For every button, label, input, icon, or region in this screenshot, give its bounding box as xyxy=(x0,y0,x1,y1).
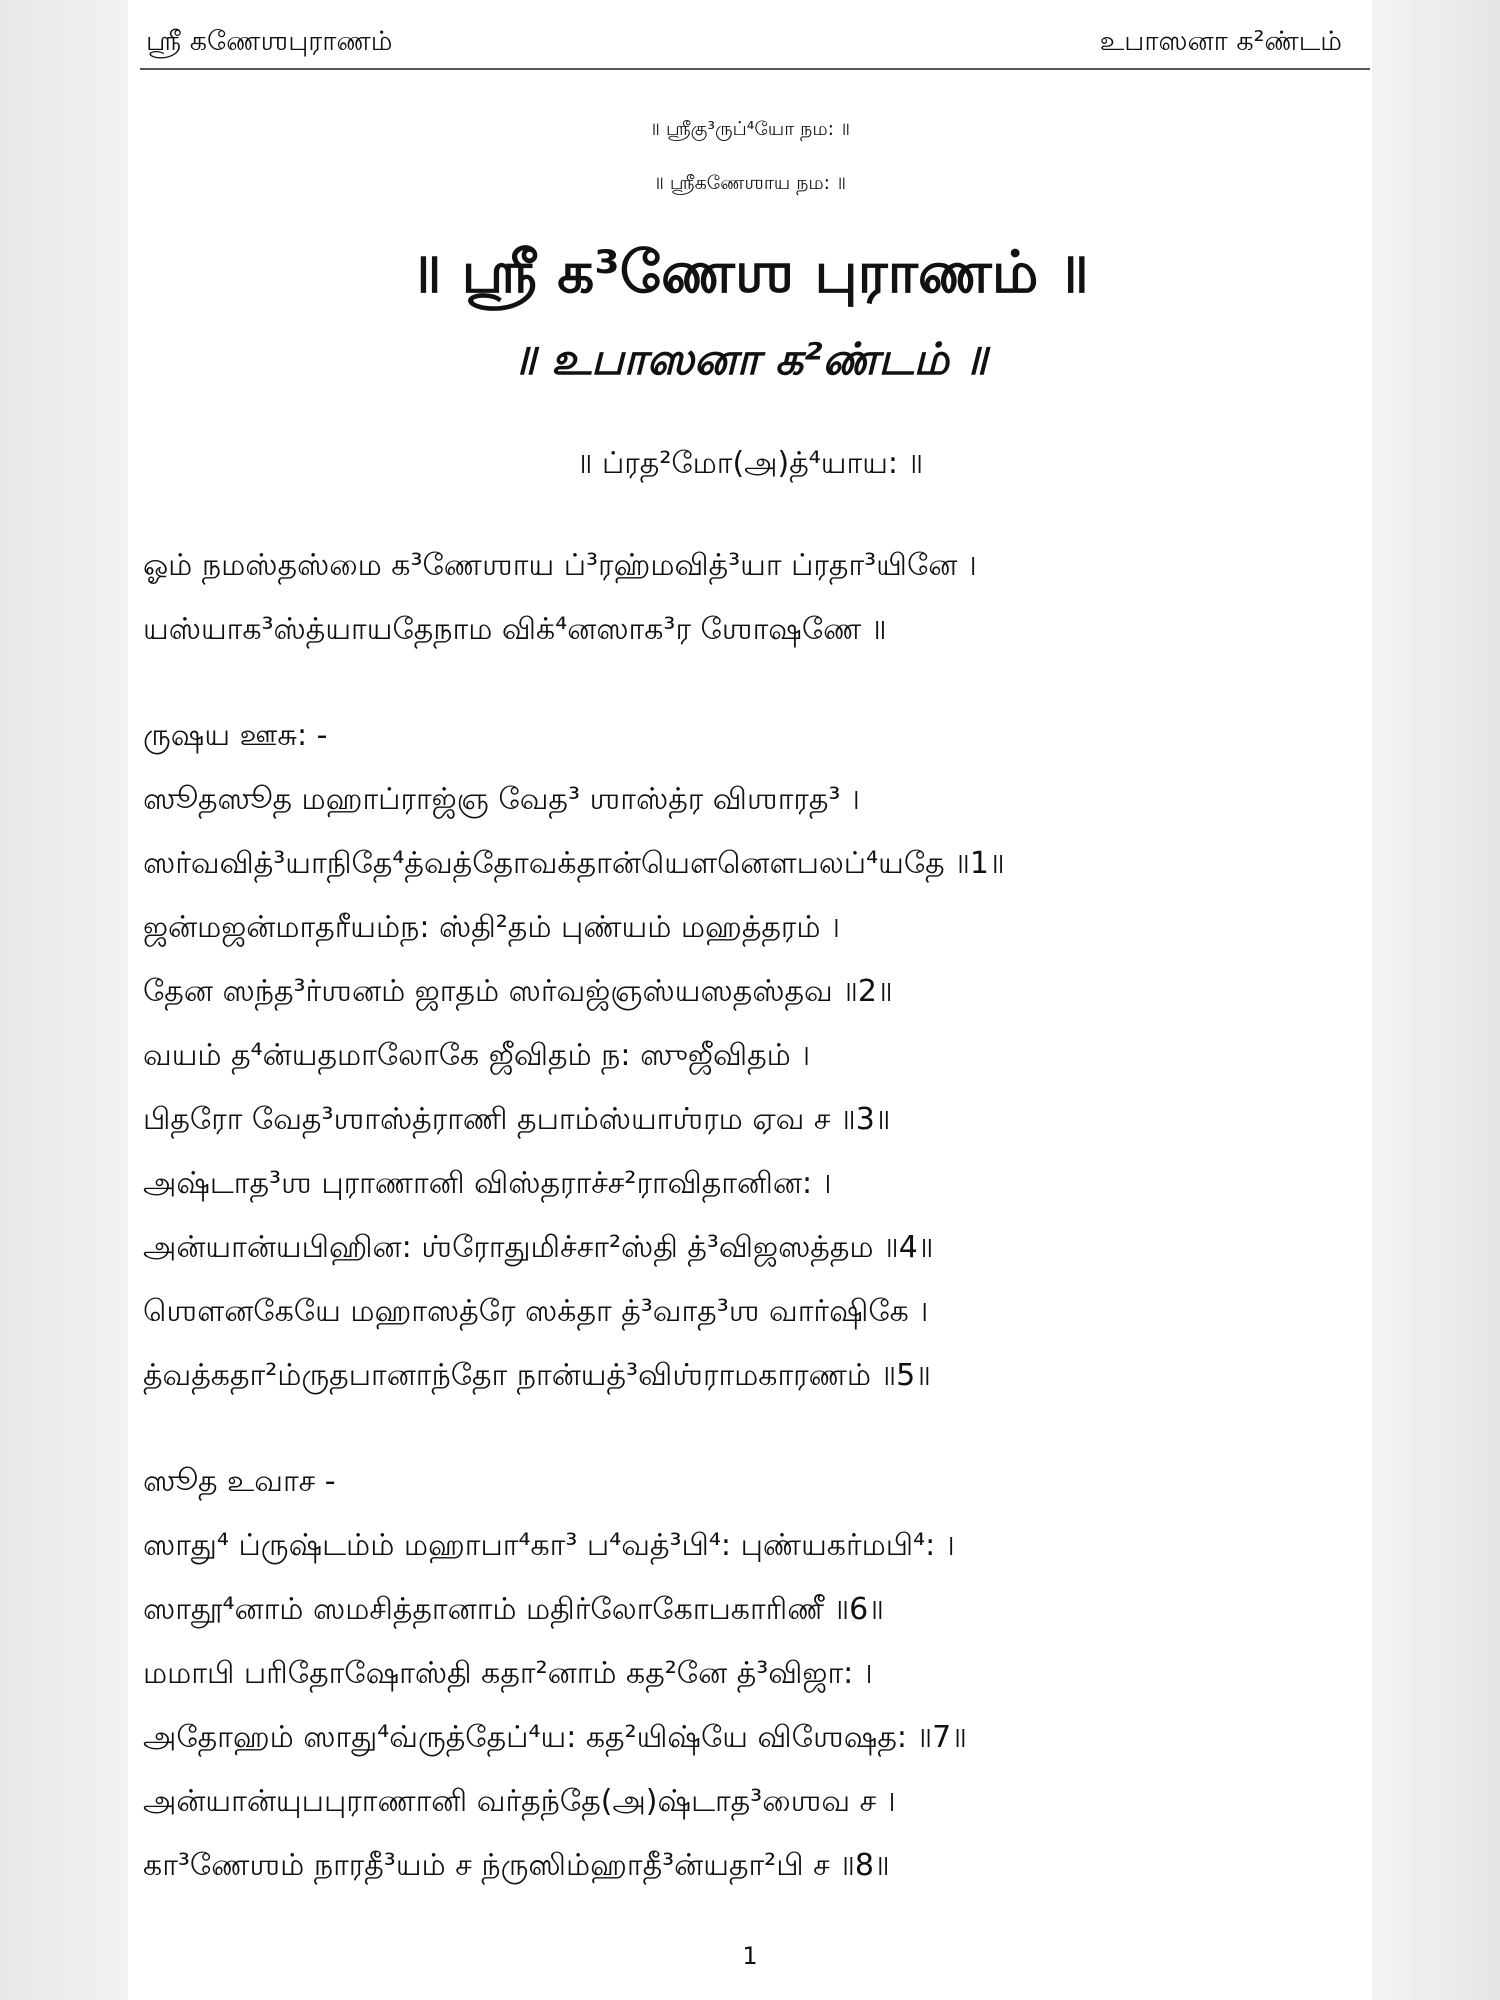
page-edge-shadow xyxy=(1372,0,1500,2000)
speaker-label: ஸூத உவாச - xyxy=(143,1464,336,1499)
header-book-title: ஸ்ரீ கணேஶபுராணம் xyxy=(146,26,393,57)
page-subtitle: ॥ உபாஸனா க²ண்டம் ॥ xyxy=(512,334,988,385)
running-header xyxy=(140,20,1370,70)
verse-line: ஓம் நமஸ்தஸ்மை க³ணேஶாய ப்³ரஹ்மவித்³யா ப்ரதா³யினே । xyxy=(143,548,977,583)
verse-line: கா³ணேஶம் நாரதீ³யம் ச ந்ருஸிம்ஹாதீ³ன்யதா²பி ச ॥8॥ xyxy=(143,1848,890,1883)
verse-line: அஷ்டாத³ஶ புராணானி விஸ்தராச்ச²ராவிதானின: । xyxy=(143,1166,832,1201)
verse-line: ஶௌனகேயே மஹாஸத்ரே ஸக்தா த்³வாத³ஶ வார்ஷிகே । xyxy=(143,1294,929,1329)
page-number: 1 xyxy=(742,1942,758,1970)
verse-line: ஸாதூ⁴னாம் ஸமசித்தானாம் மதிர்லோகோபகாரிணீ ॥6॥ xyxy=(143,1592,884,1627)
verse-line: தேன ஸந்த³ர்ஶனம் ஜாதம் ஸர்வஜ்ஞஸ்யஸதஸ்தவ ॥2॥ xyxy=(143,974,893,1009)
verse-line: த்வத்கதா²ம்ருதபானாந்தோ நான்யத்³விஶ்ராமகாரணம் ॥5॥ xyxy=(143,1358,931,1393)
verse-line: ஜன்மஜன்மாதரீயம்ந: ஸ்தி²தம் புண்யம் மஹத்தரம் । xyxy=(143,910,840,945)
verse-line: யஸ்யாக³ஸ்த்யாயதேநாம விக்⁴னஸாக³ர ஶோஷணே ॥ xyxy=(143,612,887,647)
verse-line: அதோஹம் ஸாது⁴வ்ருத்தேப்⁴ய: கத²யிஷ்யே விஶேஷத: ॥7॥ xyxy=(143,1720,967,1755)
invocation-guru: ॥ ஶ்ரீகு³ருப்⁴யோ நம: ॥ xyxy=(650,118,850,140)
verse-line: ஸர்வவித்³யாநிதே⁴த்வத்தோவக்தான்யௌனௌபலப்⁴யதே ॥1॥ xyxy=(143,846,1005,881)
header-section-title: உபாஸனா க²ண்டம் xyxy=(1099,26,1342,57)
speaker-label: ருஷய ஊசு: - xyxy=(143,718,328,753)
verse-line: பிதரோ வேத³ஶாஸ்த்ராணி தபாம்ஸ்யாஶ்ரம ஏவ ச ॥3॥ xyxy=(143,1102,891,1137)
verse-line: அன்யான்யபிஹின: ஶ்ரோதுமிச்சா²ஸ்தி த்³விஜஸத்தம ॥4॥ xyxy=(143,1230,934,1265)
chapter-heading: ॥ ப்ரத²மோ(அ)த்⁴யாய: ॥ xyxy=(576,446,924,481)
page-gutter xyxy=(0,0,128,2000)
verse-line: அன்யான்யுபபுராணானி வர்தந்தே(அ)ஷ்டாத³ஶைவ ச । xyxy=(143,1784,896,1819)
page-title: ॥ ஶ்ரீ க³ணேஶ புராணம் ॥ xyxy=(411,238,1089,306)
verse-line: ஸூதஸூத மஹாப்ராஜ்ஞ வேத³ ஶாஸ்த்ர விஶாரத³ । xyxy=(143,782,860,817)
verse-line: மமாபி பரிதோஷோஸ்தி கதா²னாம் கத²னே த்³விஜா: । xyxy=(143,1656,873,1691)
verse-line: வயம் த⁴ன்யதமாலோகே ஜீவிதம் ந: ஸுஜீவிதம் । xyxy=(143,1038,811,1073)
invocation-ganesha: ॥ ஶ்ரீகணேஶாய நம: ॥ xyxy=(653,172,847,194)
verse-line: ஸாது⁴ ப்ருஷ்டம்ம் மஹாபா⁴கா³ ப⁴வத்³பி⁴: புண்யகர்மபி⁴: । xyxy=(143,1528,955,1563)
